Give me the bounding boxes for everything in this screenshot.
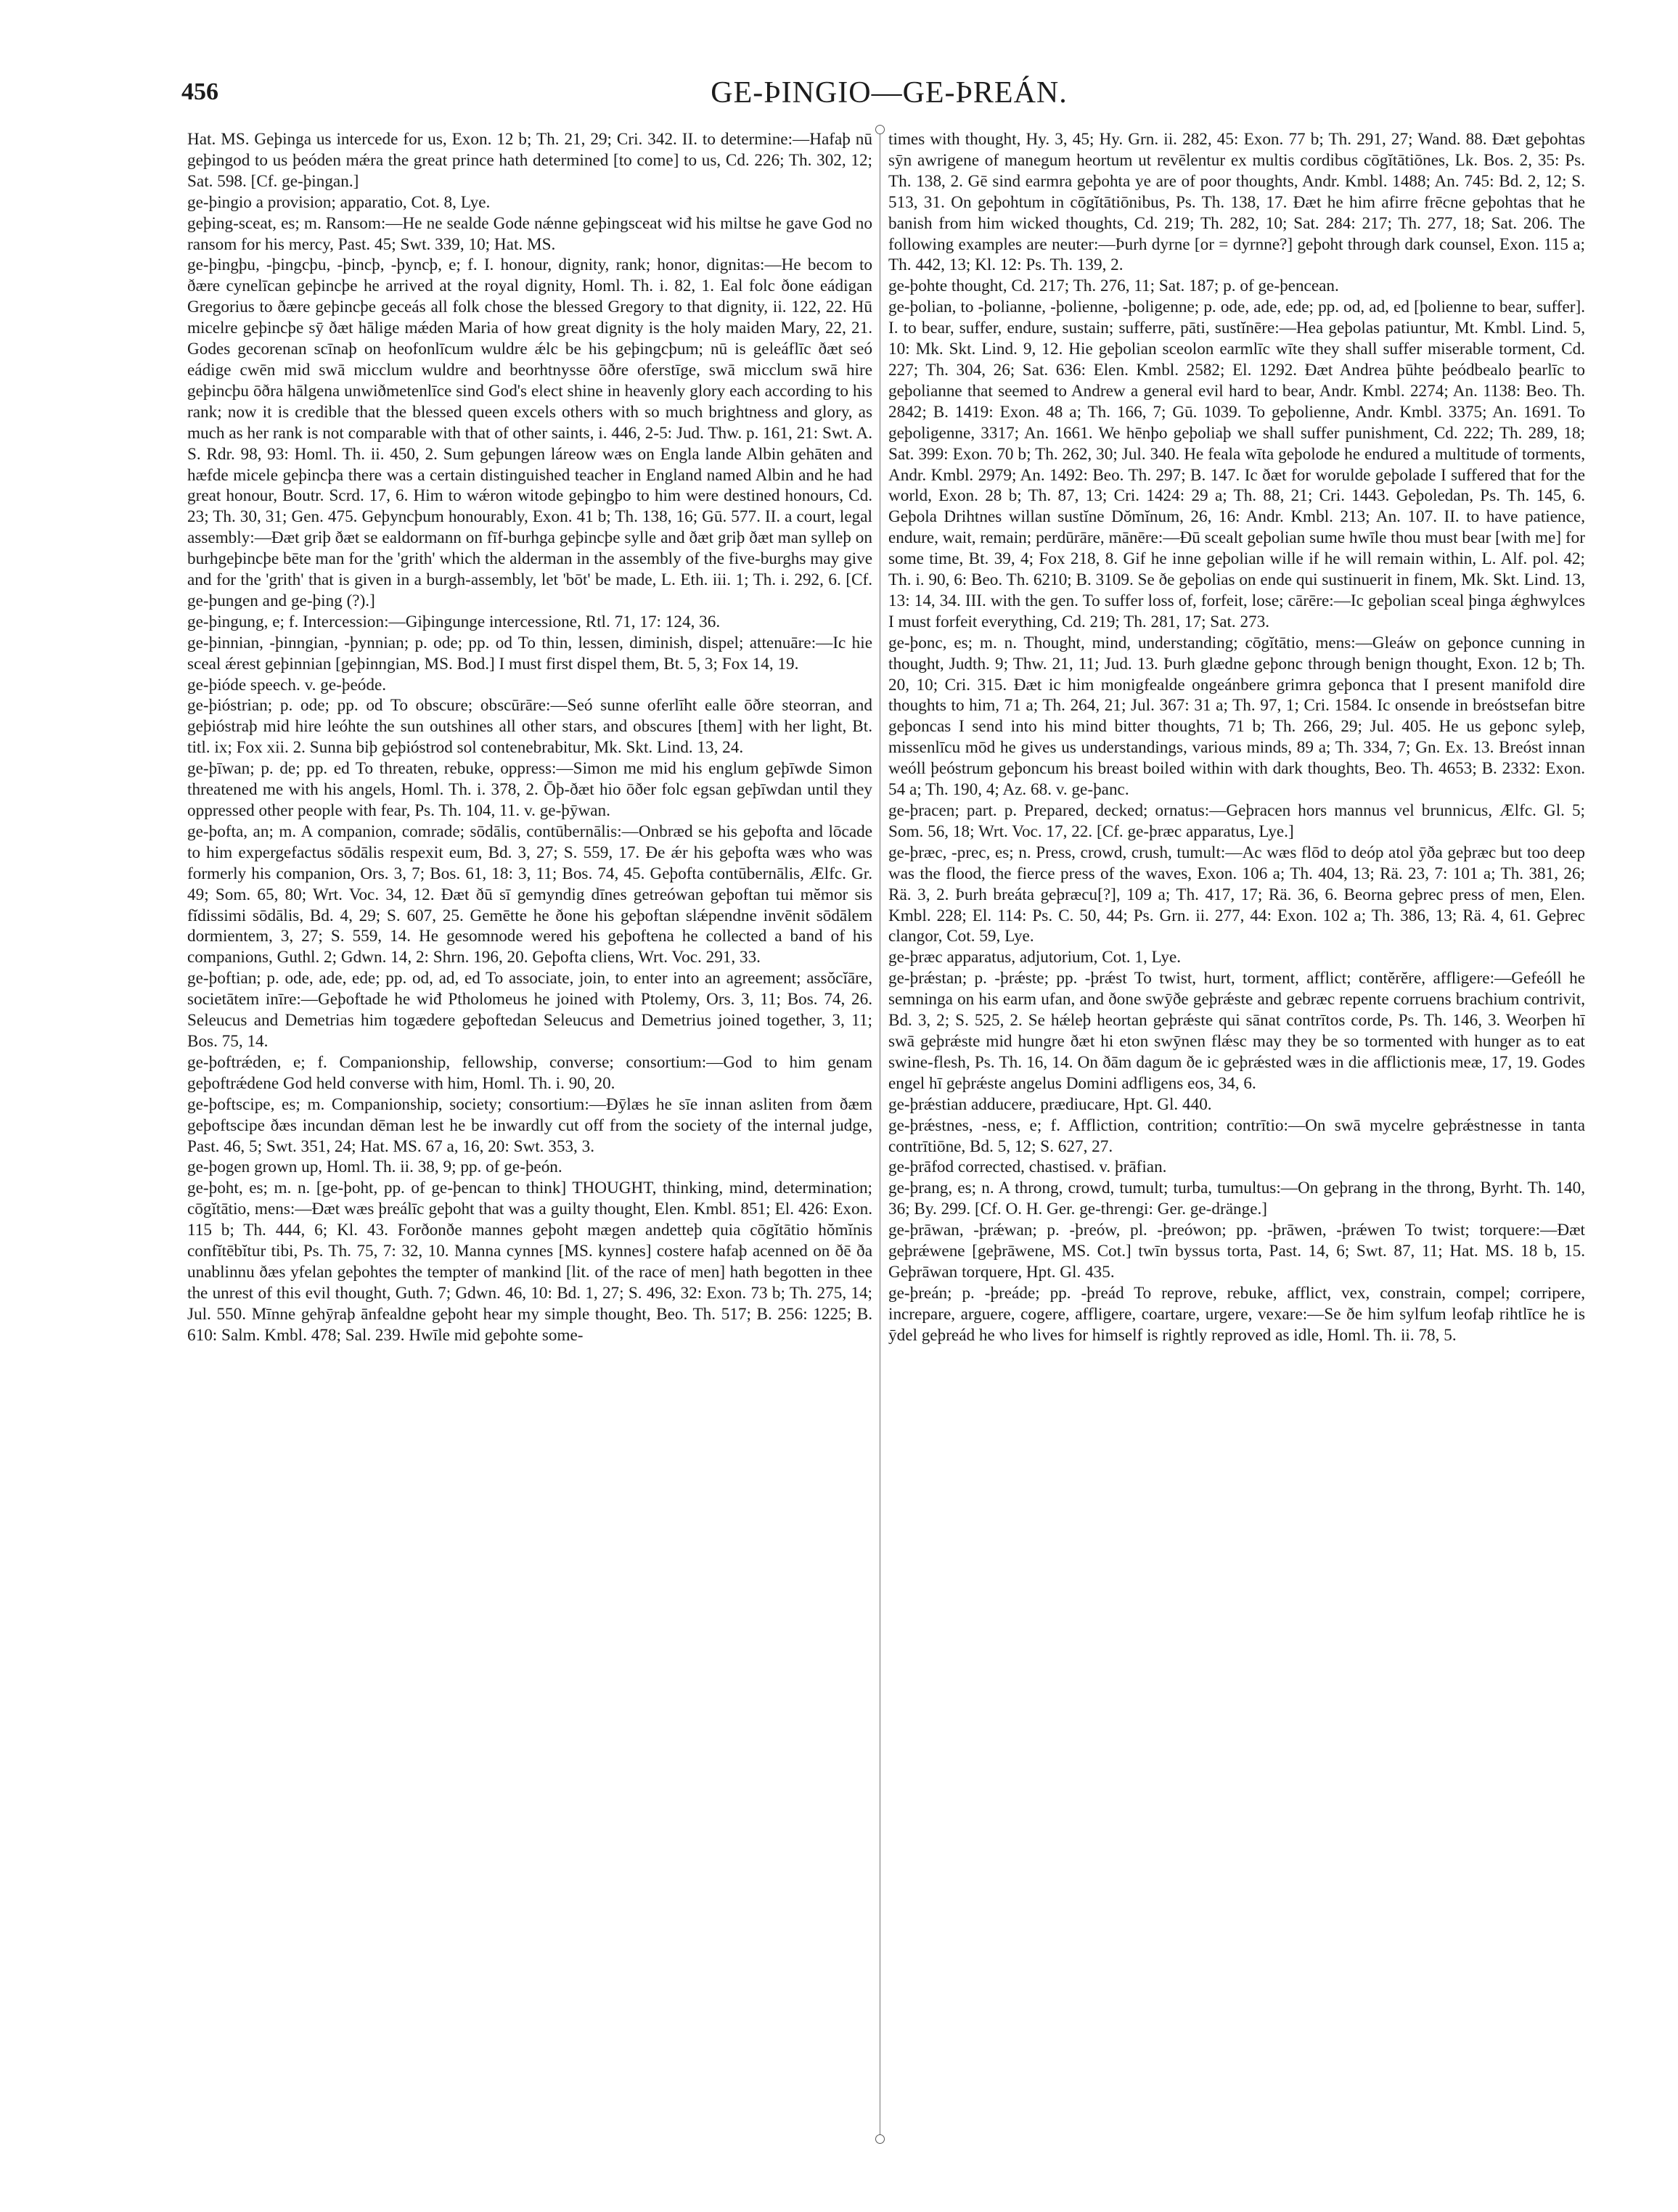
dictionary-entry: ge-þoftrǽden, e; f. Companionship, fellowship, converse; consortium:—God to him genam geþoftrǽdene God held converse with him, Homl. Th. i. 90, 20. (187, 1052, 872, 1093)
dictionary-entry: ge-þinnian, -þinngian, -þynnian; p. ode; pp. od To thin, lessen, diminish, dispel; attenuāre:—Ic hie sceal ǽrest geþinnian [geþinngian, MS. Bod.] I must first dispel them, Bt. 5, 3; Fox 14, 19. (187, 633, 872, 673)
page-header (181, 78, 1597, 122)
dictionary-entry: ge-þonc, es; m. n. Thought, mind, understanding; cōgĭtātio, mens:—Gleáw on geþonce cunning in thought, Judth. 9; Thw. 21, 11; Jud. 13. Þurh glædne geþonc through benign thought, Exon. 12 b; Th. 20, 10; Cri. 315. Ðæt ic him monigfealde ongeánbere grimra geþonca that I present manifold dire thoughts to him, 71 a; Th. 264, 21; Jul. 367: 31 a; Th. 97, 1; Cri. 1584. Ic onsende in breóstsefan bitre geþoncas I send into his mind bitter thoughts, 71 b; Th. 266, 29; Jul. 405. He us geþonc syleþ, missenlīcu mōd he gives us understandings, various minds, 89 a; Th. 334, 7; Gn. Ex. 13. Breóst innan weóll þeóstrum geþoncum his breast boiled within with dark thoughts, Beo. Th. 4653; B. 2332: Exon. 54 a; Th. 190, 4; Az. 68. v. ge-þanc. (888, 633, 1585, 800)
dictionary-entry: ge-þingþu, -þingcþu, -þincþ, -þyncþ, e; f. I. honour, dignity, rank; honor, dignitas:—He becom to ðære cynelīcan geþincþe he arrived at the royal dignity, Homl. Th. i. 82, 1. Eal folc ðone eádigan Gregorius to ðære geþincþe geceás all folk chose the blessed Gregory to that dignity, ii. 122, 22. Hū micelre geþincþe sӯ ðæt hālige mǽden Maria of how great dignity is the holy maiden Mary, 22, 21. Godes gecorenan scīnaþ on heofonlīcum wuldre ǽlc be his geþingcþum; nū is geleáflīc ðæt seó eádige cwēn mid swā micclum wuldre and beorhtnysse ōðre oferstīge, swā micclum swā hire geþincþu ōðra hālgena unwiðmetenlīce sind God's elect shine in heavenly glory each according to his rank; now it is credible that the blessed queen excels others with so much brightness and glory, as much as her rank is not comparable with that of other saints, i. 446, 2-5: Jud. Thw. p. 161, 21: Swt. A. S. Rdr. 98, 93: Homl. Th. ii. 450, 2. Sum geþungen láreow wæs on Engla lande Albin gehāten and hæfde micele geþincþa there was a certain distinguished teacher in England named Albin and he had great honour, Boutr. Scrd. 17, 6. Him to wǽron witode geþingþo to him were destined honours, Cd. 23; Th. 30, 31; Gen. 475. Geþyncþum honourably, Exon. 41 b; Th. 138, 16; Gū. 577. II. a court, legal assembly:—Ðæt griþ ðæt se ealdormann on fīf-burhga geþincþe sylle and ðæt griþ ðæt man sylleþ on burhgeþincþe bēte man for the 'grith' which the alderman in the assembly of the five-burghs may give and for the 'grith' that is given in a burgh-assembly, let 'bōt' be made, L. Eth. iii. 1; Th. i. 292, 6. [Cf. ge-þungen and ge-þing (?).] (187, 255, 872, 610)
dictionary-entry: ge-þræc, -prec, es; n. Press, crowd, crush, tumult:—Ac wæs flōd to deóp atol ӯða geþræc but too deep was the flood, the fierce press of the waves, Exon. 106 a; Th. 404, 13; Rä. 23, 7: 101 a; Th. 381, 26; Rä. 3, 2. Þurh breáta geþræcu[?], 109 a; Th. 417, 17; Rä. 36, 6. Beorna geþrec press of men, Elen. Kmbl. 228; El. 114: Ps. C. 50, 44; Ps. Grn. ii. 277, 44: Exon. 102 a; Th. 386, 13; Rä. 4, 61. Geþrec clangor, Cot. 59, Lye. (888, 843, 1585, 946)
dictionary-entry: ge-þoftscipe, es; m. Companionship, society; consortium:—Ðӯlæs he sīe innan asliten from ðæm geþoftscipe ðæs incundan dēman lest he be inwardly cut off from the society of the internal judge, Past. 46, 5; Swt. 351, 24; Hat. MS. 67 a, 16, 20: Swt. 353, 3. (187, 1094, 872, 1156)
dictionary-entry: geþing-sceat, es; m. Ransom:—He ne sealde Gode nǽnne geþingsceat wiđ his miltse he gave God no ransom for his mercy, Past. 45; Swt. 339, 10; Hat. MS. (187, 213, 872, 254)
dictionary-entry: ge-þingio a provision; apparatio, Cot. 8, Lye. (187, 192, 491, 212)
dictionary-entry: ge-þracen; part. p. Prepared, decked; ornatus:—Geþracen hors mannus vel brunnicus, Ælfc. Gl. 5; Som. 56, 18; Wrt. Voc. 17, 22. [Cf. ge-þræc apparatus, Lye.] (888, 801, 1585, 841)
dictionary-entry: ge-þióde speech. v. ge-þeóde. (187, 675, 387, 695)
dictionary-entry: ge-þingung, e; f. Intercession:—Giþingunge intercessione, Rtl. 71, 17: 124, 36. (187, 612, 721, 631)
dictionary-entry: ge-þoftian; p. ode, ade, ede; pp. od, ad, ed To associate, join, to enter into an agreement; assŏcĭāre, societātem inīre:—Geþoftade he wiđ Ptholomeus he joined with Ptolemy, Ors. 3, 11; Bos. 74, 26. Seleucus and Demetrias him togædere geþoftedan Seleucus and Demetrius joined together, 3, 11; Bos. 75, 14. (187, 969, 872, 1051)
dictionary-entry: ge-þræc apparatus, adjutorium, Cot. 1, Lye. (888, 948, 1182, 967)
entry-text: times with thought, Hy. 3, 45; Hy. Grn. ii. 282, 45: Exon. 77 b; Th. 291, 27; Wand. 88. Ðæt geþohtas sӯn awrigene of manegum heortum ut revēlentur ex multis cordibus cōgĭtātiōnes, Lk. Bos. 2, 35: Ps. Th. 138, 2. Gē sind earmra geþohta ye are of poor thoughts, Andr. Kmbl. 1488; An. 745: Bd. 2, 12; S. 513, 31. On geþohtum in cōgĭtātiōnibus, Ps. Th. 138, 17. Ðæt he him afirre frēcne geþohtas that he banish from him wicked thoughts, Cd. 219; Th. 282, 10; Sat. 284: 217; Th. 277, 18; Sat. 206. The following examples are neuter:—Þurh dyrne [or = dyrnne?] geþoht through dark counsel, Exon. 115 a; Th. 442, 13; Kl. 12: Ps. Th. 139, 2. (888, 130, 1585, 275)
dictionary-entry: ge-þióstrian; p. ode; pp. od To obscure; obscūrāre:—Seó sunne oferlīht ealle ōðre steorran, and geþióstraþ mid hire leóhte the sun outshines all other stars, and obscures [them] with her light, Bt. titl. ix; Fox xii. 2. Sunna biþ geþióstrod sol contenebrabitur, Mk. Skt. Lind. 13, 24. (187, 696, 872, 758)
dictionary-entry: ge-þohte thought, Cd. 217; Th. 276, 11; Sat. 187; p. of ge-þencean. (888, 276, 1339, 296)
dictionary-entry: ge-þīwan; p. de; pp. ed To threaten, rebuke, oppress:—Simon me mid his englum geþīwde Simon threatened me with his angels, Homl. Th. i. 378, 2. Ōþ-ðæt hio ōðer folc egsan geþīwdan until they oppressed other people with fear, Ps. Th. 104, 11. v. ge-þӯwan. (187, 759, 872, 820)
dictionary-entry: ge-þrǽstian adducere, prædiucare, Hpt. Gl. 440. (888, 1094, 1212, 1114)
dictionary-entry: ge-þrāfod corrected, chastised. v. þrāfian. (888, 1158, 1167, 1177)
entry-text: Hat. MS. Geþinga us intercede for us, Exon. 12 b; Th. 21, 29; Cri. 342. II. to determine:—Hafaþ nū geþingod to us þeóden mǽra the great prince hath determined [to come] to us, Cd. 226; Th. 302, 12; Sat. 598. [Cf. ge-þingan.] (187, 130, 872, 191)
left-column (187, 129, 872, 2161)
running-head: GE-ÞINGIO—GE-ÞREÁN. (711, 76, 1068, 110)
dictionary-entry: ge-þrǽstan; p. -þrǽste; pp. -þrǽst To twist, hurt, torment, afflict; contĕrĕre, affligere:—Gefeóll he semninga on his earm ufan, and ðone swӯðe geþrǽste and gebræc repente corruens brachium contrivit, Bd. 3, 2; S. 525, 2. Se hǽleþ heortan geþrǽste qui sānat contrītos corde, Ps. Th. 146, 3. Weorþen hī swā geþrǽste mid hungre ðæt hi eton swӯnen flǽsc may they be so tormented with hunger as to eat swine-flesh, Ps. Th. 16, 14. On ðām dagum ðe ic geþrǽsted wæs in die afflictionis meæ, 17, 19. Godes engel hī geþrǽste angelus Domini adfligens eos, 34, 6. (888, 969, 1585, 1093)
dictionary-entry: ge-þolian, to -þolianne, -þolienne, -þoligenne; p. ode, ade, ede; pp. od, ad, ed [þolienne to bear, suffer]. I. to bear, suffer, endure, sustain; sufferre, pāti, sustĭnēre:—Hea geþolas patiuntur, Mt. Kmbl. Lind. 5, 10: Mk. Skt. Lind. 9, 12. Hie geþolian sceolon earmlīc wīte they shall suffer miserable torment, Cd. 227; Th. 304, 26; Sat. 636: Elen. Kmbl. 2582; El. 1292. Ðæt Andrea þūhte þeódbealo þearlīc to geþolianne that seemed to Andrew a general evil hard to bear, Andr. Kmbl. 2274; An. 1138: Beo. Th. 2842; B. 1419: Exon. 48 a; Th. 166, 7; Gū. 1039. To geþolienne, Andr. Kmbl. 3375; An. 1691. To geþoligenne, 3317; An. 1661. We hēnþo geþoliaþ we shall suffer punishment, Cd. 222; Th. 289, 18; Sat. 399: Exon. 70 b; Th. 262, 30; Jul. 340. He feala wīta geþolode he endured a multitude of torments, Andr. Kmbl. 2979; An. 1492: Beo. Th. 297; B. 147. Ic ðæt for worulde geþolade I suffered that for the world, Exon. 28 b; Th. 87, 13; Cri. 1424: 29 a; Th. 88, 21; Cri. 1443. Geþoledan, Ps. Th. 145, 6. Geþola Drihtnes willan sustĭne Dŏmĭnum, 26, 16: Andr. Kmbl. 213; An. 107. II. to have patience, endure, wait, remain; perdūrāre, mānēre:—Ðū scealt geþolian sume hwīle thou must bear [with me] for some time, Bt. 39, 4; Fox 218, 8. Gif he inne geþolian wille if he will remain within, L. Alf. pol. 42; Th. i. 90, 6: Beo. Th. 6210; B. 3109. Se ðe geþolias on ende qui sustinuerit in finem, Mk. Skt. Lind. 13, 13: 14, 34. III. with the gen. To suffer loss of, forfeit, lose; cārēre:—Ic geþolian sceal þinga ǽghwylces I must forfeit everything, Cd. 219; Th. 281, 17; Sat. 273. (888, 298, 1585, 631)
page-number: 456 (181, 78, 218, 105)
dictionary-entry: ge-þrāwan, -þrǽwan; p. -þreów, pl. -þreówon; pp. -þrāwen, -þrǽwen To twist; torquere:—Ðæt geþrǽwene [geþrāwene, MS. Cot.] twīn byssus torta, Past. 14, 6; Swt. 87, 11; Hat. MS. 18 b, 15. Geþrāwan torquere, Hpt. Gl. 435. (888, 1221, 1585, 1282)
dictionary-entry: ge-þrang, es; n. A throng, crowd, tumult; turba, tumultus:—On geþrang in the throng, Byrht. Th. 140, 36; By. 299. [Cf. O. H. Ger. ge-threngi: Ger. ge-dränge.] (888, 1179, 1585, 1219)
dictionary-entry: ge-þoht, es; m. n. [ge-þoht, pp. of ge-þencan to think] THOUGHT, thinking, mind, determination; cōgĭtātio, mens:—Ðæt wæs þreálīc geþoht that was a guilty thought, Elen. Kmbl. 851; El. 426: Exon. 115 b; Th. 444, 6; Kl. 43. Forðonðe mannes geþoht mægen andetteþ quia cōgĭtātio hŏmĭnis confĭtēbĭtur tibi, Ps. Th. 75, 7: 32, 10. Manna cynnes [MS. kynnes] costere hafaþ acenned on ðē ða unablinnu ðæs yfelan geþohtes the tempter of mankind [lit. of the race of men] hath begotten in thee the unrest of this evil thought, Guth. 7; Gdwn. 46, 10: Bd. 1, 27; S. 496, 32: Exon. 73 b; Th. 275, 14; Jul. 550. Mīnne gehӯraþ ānfealdne geþoht hear my simple thought, Beo. Th. 517; B. 256: 1225; B. 610: Salm. Kmbl. 478; Sal. 239. Hwīle mid geþohte some- (187, 1179, 872, 1345)
right-column (888, 129, 1585, 2161)
dictionary-entry: ge-þrǽstnes, -ness, e; f. Affliction, contrition; contrītio:—On swā mycelre geþrǽstnesse in tanta contrītiōne, Bd. 5, 12; S. 627, 27. (888, 1115, 1585, 1156)
dictionary-entry: ge-þreán; p. -þreáde; pp. -þreád To reprove, rebuke, afflict, vex, constrain, compel; corripere, increpare, arguere, cogere, affligere, coartare, urgere, vexare:—Se ðe him sylfum leofaþ rihtlīce he is ӯdel geþreád he who lives for himself is rightly reproved as idle, Homl. Th. ii. 78, 5. (888, 1283, 1585, 1345)
dictionary-entry: ge-þofta, an; m. A companion, comrade; sōdālis, contūbernālis:—Onbræd se his geþofta and lōcade to him expergefactus sōdālis respexit eum, Bd. 3, 27; S. 559, 17. Ðe ǽr his geþofta wæs who was formerly his companion, Ors. 3, 7; Bos. 61, 18: 3, 11; Bos. 74, 45. Geþofta contūbernālis, Ælfc. Gr. 49; Som. 65, 80; Wrt. Voc. 34, 12. Ðæt ðū sī gemyndig dīnes getreówan geþoftan tui mĕmor sis fĭdissimi sōdālis, Bd. 4, 29; S. 607, 25. Gemētte he ðone his geþoftan slǽpendne invēnit sōdālem dormientem, 3, 27; S. 559, 14. He gesomnode wered his geþoftena he collected a band of his companions, Guthl. 2; Gdwn. 14, 2: Shrn. 196, 20. Geþofta cliens, Wrt. Voc. 291, 33. (187, 822, 872, 967)
dictionary-entry: ge-þogen grown up, Homl. Th. ii. 38, 9; pp. of ge-þeón. (187, 1158, 562, 1177)
